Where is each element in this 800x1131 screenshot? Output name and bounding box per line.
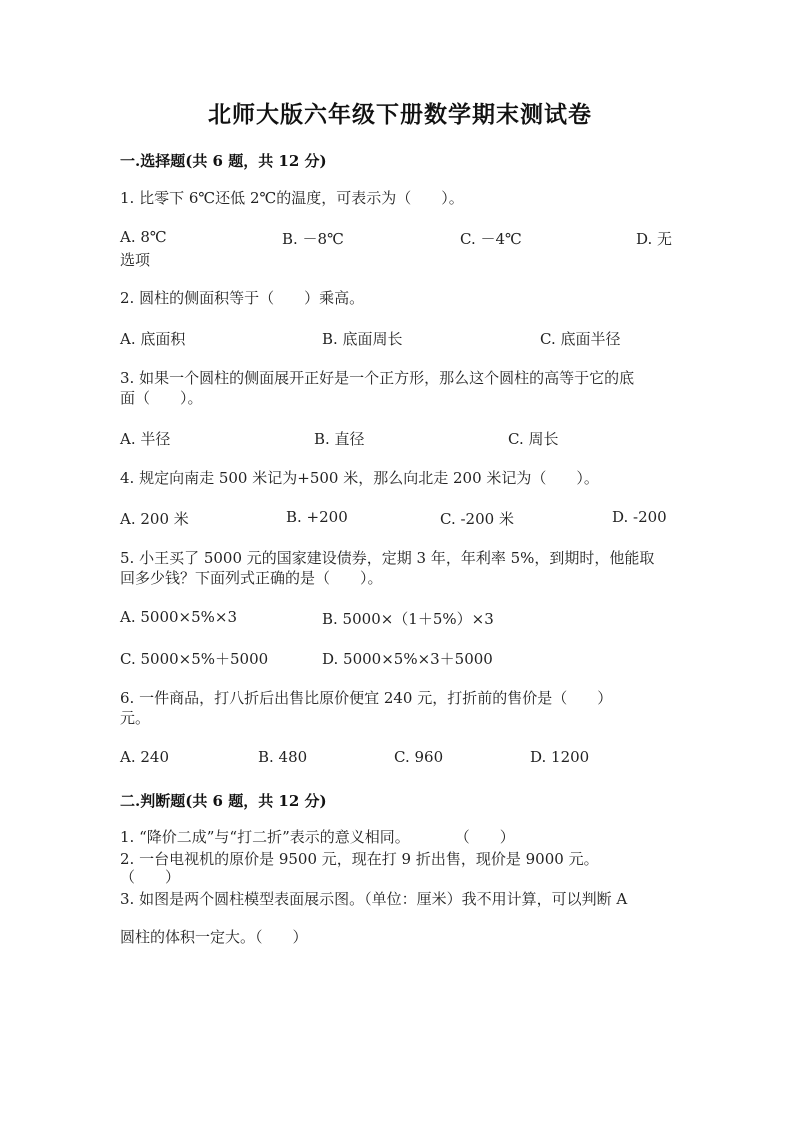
q1-option-a: A. 8℃ bbox=[120, 228, 167, 246]
q2-option-b: B. 底面周长 bbox=[322, 330, 403, 348]
question-5-line-1: 5. 小王买了 5000 元的国家建设债券，定期 3 年，年利率 5%，到期时，他能取 bbox=[120, 549, 655, 567]
q6-option-c: C. 960 bbox=[394, 748, 444, 766]
question-6-line-1: 6. 一件商品，打八折后出售比原价便宜 240 元，打折前的售价是（ ） bbox=[120, 689, 613, 707]
q3-option-b: B. 直径 bbox=[314, 430, 365, 448]
question-3-line-1: 3. 如果一个圆柱的侧面展开正好是一个正方形，那么这个圆柱的高等于它的底 bbox=[120, 369, 635, 387]
tf-question-2-line-1: 2. 一台电视机的原价是 9500 元，现在打 9 折出售，现价是 9000 元。 bbox=[120, 850, 599, 868]
q4-option-c: C. -200 米 bbox=[440, 510, 514, 528]
question-1-text: 1. 比零下 6℃还低 2℃的温度，可表示为（ ）。 bbox=[120, 189, 464, 207]
question-2-text: 2. 圆柱的侧面积等于（ ）乘高。 bbox=[120, 289, 365, 307]
q6-option-b: B. 480 bbox=[258, 748, 308, 766]
q2-option-c: C. 底面半径 bbox=[540, 330, 621, 348]
tf-question-3-line-1: 3. 如图是两个圆柱模型表面展示图。（单位：厘米）我不用计算，可以判断 A bbox=[120, 890, 628, 908]
q1-option-b: B. －8℃ bbox=[282, 230, 344, 248]
q1-option-c: C. －4℃ bbox=[460, 230, 522, 248]
q1-option-d: D. 无 bbox=[636, 230, 673, 248]
q5-option-a: A. 5000×5%×3 bbox=[120, 608, 238, 626]
tf-question-3-line-2: 圆柱的体积一定大。（ ） bbox=[120, 928, 308, 946]
question-5-line-2: 回多少钱？下面列式正确的是（ ）。 bbox=[120, 569, 383, 587]
question-4-text: 4. 规定向南走 500 米记为+500 米，那么向北走 200 米记为（ ）。 bbox=[120, 469, 599, 487]
q5-option-c: C. 5000×5%＋5000 bbox=[120, 650, 269, 668]
q3-option-c: C. 周长 bbox=[508, 430, 559, 448]
question-6-line-2: 元。 bbox=[120, 709, 151, 727]
page-title: 北师大版六年级下册数学期末测试卷 bbox=[208, 101, 592, 128]
q2-option-a: A. 底面积 bbox=[120, 330, 186, 348]
q3-option-a: A. 半径 bbox=[120, 430, 171, 448]
tf-question-1: 1. “降价二成”与“打二折”表示的意义相同。 （ ） bbox=[120, 828, 515, 846]
q6-option-a: A. 240 bbox=[120, 748, 169, 766]
question-3-line-2: 面（ ）。 bbox=[120, 389, 203, 407]
q6-option-d: D. 1200 bbox=[530, 748, 590, 766]
section-heading-choice: 一.选择题(共 6 题，共 12 分) bbox=[120, 152, 327, 170]
q4-option-b: B. +200 bbox=[286, 508, 348, 526]
q5-option-b: B. 5000×（1＋5%）×3 bbox=[322, 610, 494, 628]
q1-option-d-wrap: 选项 bbox=[120, 251, 151, 269]
section-heading-true-false: 二.判断题(共 6 题，共 12 分) bbox=[120, 792, 327, 810]
q5-option-d: D. 5000×5%×3＋5000 bbox=[322, 650, 493, 668]
q4-option-d: D. -200 bbox=[612, 508, 667, 526]
q4-option-a: A. 200 米 bbox=[120, 510, 189, 528]
tf-question-2-line-2: （ ） bbox=[120, 868, 181, 886]
